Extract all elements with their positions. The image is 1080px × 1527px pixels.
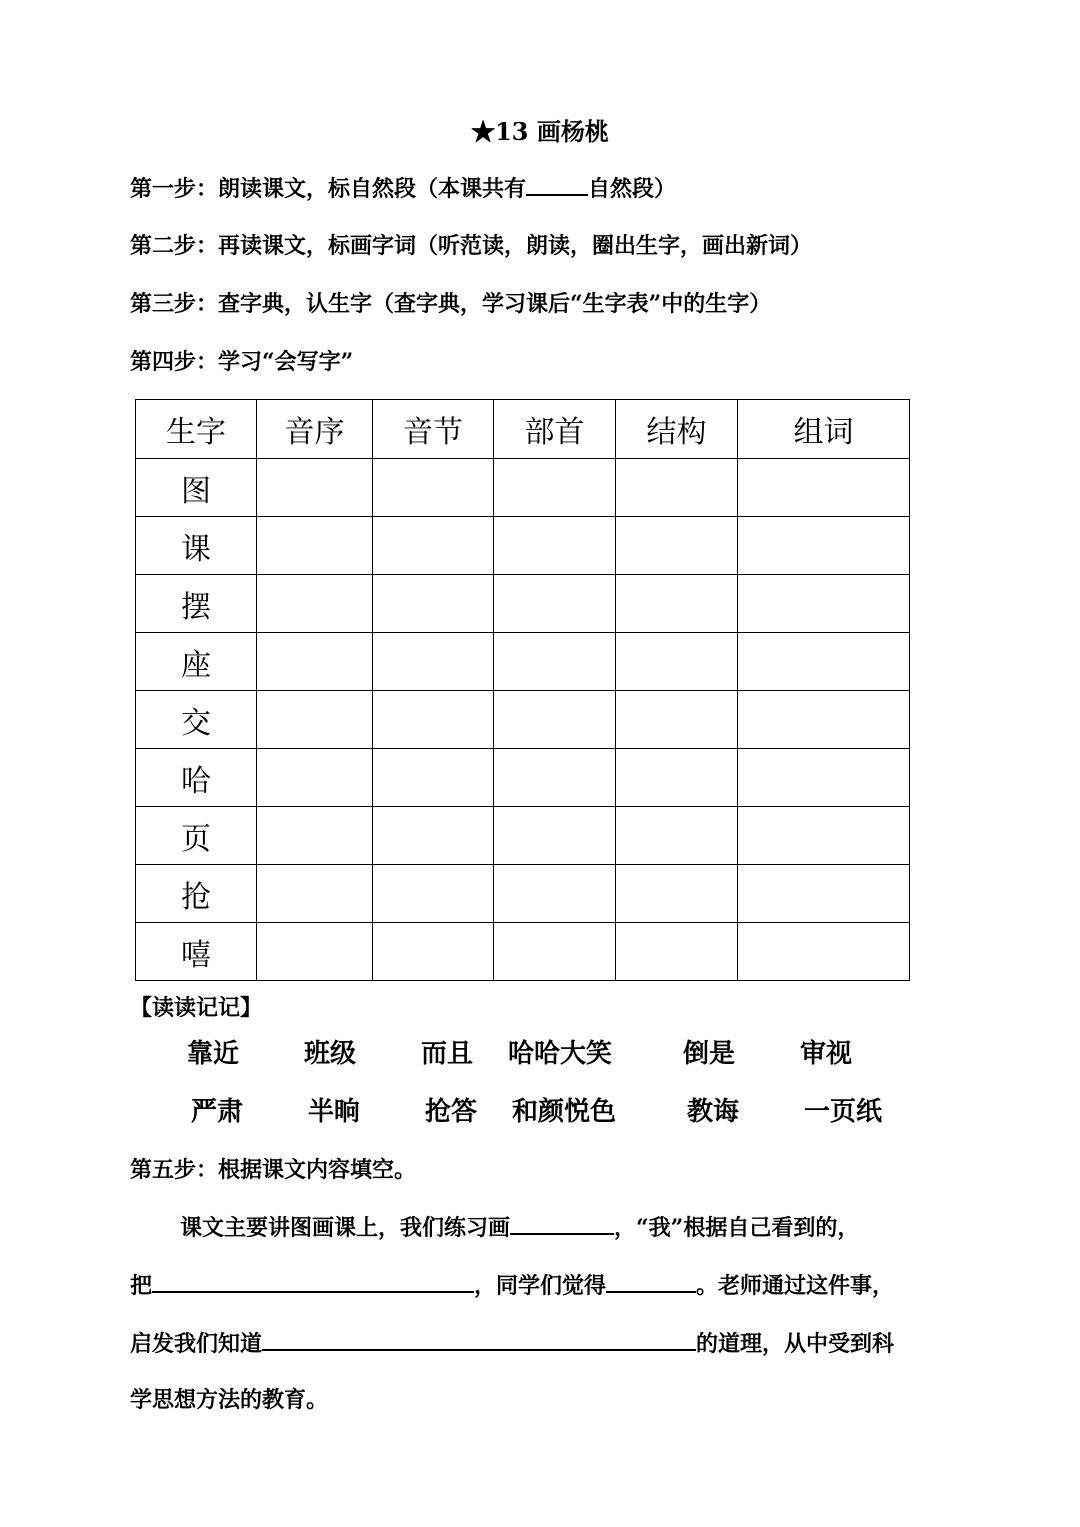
vocab-word: 班级 (304, 1039, 357, 1069)
blank-cell[interactable] (738, 633, 910, 691)
blank-cell[interactable] (494, 517, 616, 575)
blank-cell[interactable] (616, 807, 738, 865)
blank-cell[interactable] (738, 459, 910, 517)
blank-cell[interactable] (373, 749, 494, 807)
blank-cell[interactable] (257, 749, 373, 807)
blank-cell[interactable] (494, 807, 616, 865)
step-2: 第二步：再读课文，标画字词（听范读，朗读，圈出生字，画出新词） (130, 233, 813, 259)
fill-line-3 (130, 1325, 894, 1362)
vocab-word: 抢答 (425, 1097, 478, 1127)
vocab-heading: 【读读记记】 (130, 995, 263, 1021)
row-character: 嘻 (136, 923, 257, 981)
blank-cell[interactable] (494, 923, 616, 981)
step-1-text-end: 自然段） (588, 176, 677, 202)
blank-cell[interactable] (373, 807, 494, 865)
blank-cell[interactable] (373, 865, 494, 923)
fill-blank-1[interactable] (510, 1209, 614, 1235)
step-1-text: 第一步：朗读课文，标自然段（本课共有 (130, 176, 527, 202)
fill-text: ，“我”根据自己看到的， (614, 1215, 860, 1241)
blank-cell[interactable] (738, 691, 910, 749)
blank-cell[interactable] (373, 517, 494, 575)
vocab-word: 和颜悦色 (512, 1097, 617, 1127)
header-radical: 部首 (494, 400, 616, 459)
table-row (136, 517, 910, 575)
blank-cell[interactable] (373, 923, 494, 981)
row-character: 课 (136, 517, 257, 575)
blank-cell[interactable] (494, 459, 616, 517)
step-3: 第三步：查字典，认生字（查字典，学习课后“生字表”中的生字） (130, 291, 772, 317)
character-table (135, 399, 910, 981)
blank-cell[interactable] (616, 459, 738, 517)
fill-text: 把 (130, 1273, 153, 1299)
row-character: 哈 (136, 749, 257, 807)
blank-cell[interactable] (738, 517, 910, 575)
fill-text: 启发我们知道 (130, 1331, 263, 1357)
table-row (136, 865, 910, 923)
vocab-word: 审视 (800, 1039, 853, 1069)
fill-line-4: 学思想方法的教育。 (130, 1387, 329, 1413)
blank-cell[interactable] (738, 923, 910, 981)
table-header-row (136, 400, 910, 459)
fill-text: ，同学们觉得 (474, 1273, 607, 1299)
blank-cell[interactable] (494, 865, 616, 923)
row-character: 抢 (136, 865, 257, 923)
blank-cell[interactable] (616, 923, 738, 981)
blank-cell[interactable] (257, 691, 373, 749)
blank-cell[interactable] (616, 865, 738, 923)
blank-cell[interactable] (373, 575, 494, 633)
header-syllable: 音节 (373, 400, 494, 459)
row-character: 座 (136, 633, 257, 691)
fill-line-2 (130, 1267, 894, 1304)
row-character: 页 (136, 807, 257, 865)
blank-cell[interactable] (616, 633, 738, 691)
blank-cell[interactable] (494, 633, 616, 691)
vocab-word: 哈哈大笑 (508, 1039, 613, 1069)
table-row (136, 923, 910, 981)
row-character: 摆 (136, 575, 257, 633)
step-1 (130, 170, 676, 207)
fill-blank-3[interactable] (606, 1267, 696, 1293)
blank-cell[interactable] (257, 807, 373, 865)
blank-cell[interactable] (373, 633, 494, 691)
blank-cell[interactable] (257, 923, 373, 981)
table-row (136, 691, 910, 749)
blank-cell[interactable] (257, 459, 373, 517)
vocab-word: 一页纸 (804, 1097, 883, 1127)
vocab-word: 严肃 (191, 1097, 244, 1127)
table-row (136, 459, 910, 517)
vocab-word: 而且 (421, 1039, 474, 1069)
header-character: 生字 (136, 400, 257, 459)
blank-cell[interactable] (494, 691, 616, 749)
table-row (136, 749, 910, 807)
blank-cell[interactable] (373, 459, 494, 517)
table-row (136, 575, 910, 633)
blank-cell[interactable] (257, 575, 373, 633)
row-character: 交 (136, 691, 257, 749)
blank-cell[interactable] (616, 691, 738, 749)
fill-text: 课文主要讲图画课上，我们练习画 (180, 1215, 511, 1241)
table-row (136, 633, 910, 691)
blank-cell[interactable] (257, 633, 373, 691)
vocab-word: 倒是 (683, 1039, 736, 1069)
worksheet-title: ★13 画杨桃 (471, 117, 609, 146)
blank-cell[interactable] (616, 575, 738, 633)
header-initial: 音序 (257, 400, 373, 459)
row-character: 图 (136, 459, 257, 517)
blank-cell[interactable] (616, 749, 738, 807)
vocab-word: 靠近 (187, 1039, 240, 1069)
blank-cell[interactable] (494, 575, 616, 633)
fill-text: 。老师通过这件事， (696, 1273, 895, 1299)
fill-line-1 (180, 1209, 859, 1246)
blank-cell[interactable] (257, 517, 373, 575)
vocab-word: 半晌 (308, 1097, 361, 1127)
step-5: 第五步：根据课文内容填空。 (130, 1157, 417, 1183)
blank-cell[interactable] (373, 691, 494, 749)
fill-blank-2[interactable] (152, 1267, 474, 1293)
blank-cell[interactable] (494, 749, 616, 807)
header-structure: 结构 (616, 400, 738, 459)
table-row (136, 807, 910, 865)
vocab-word: 教诲 (687, 1097, 740, 1127)
paragraph-count-blank[interactable] (526, 170, 588, 196)
blank-cell[interactable] (738, 865, 910, 923)
blank-cell[interactable] (738, 807, 910, 865)
fill-text: 的道理，从中受到科 (696, 1331, 895, 1357)
header-words: 组词 (738, 400, 910, 459)
step-4: 第四步：学习“会写字” (130, 349, 354, 375)
blank-cell[interactable] (616, 517, 738, 575)
fill-blank-4[interactable] (262, 1325, 696, 1351)
blank-cell[interactable] (738, 749, 910, 807)
blank-cell[interactable] (257, 865, 373, 923)
blank-cell[interactable] (738, 575, 910, 633)
